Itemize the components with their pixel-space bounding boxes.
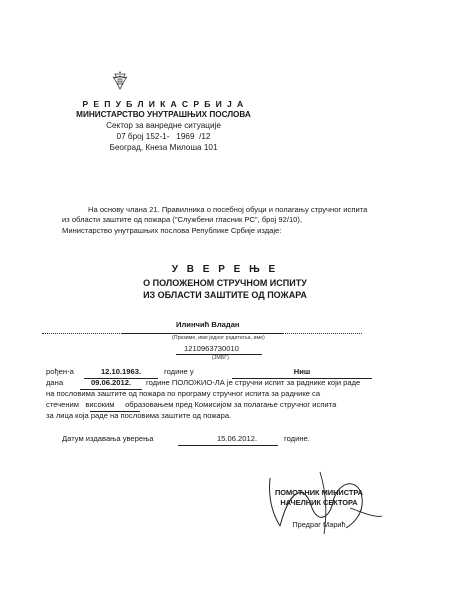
intro-line-1: На основу члана 21. Правилника о посебној обуци и полагању стручног испита bbox=[88, 205, 368, 214]
name-caption: (Презиме, име једног родитеља, име) bbox=[172, 335, 265, 341]
signatory-name: Предраг Марић bbox=[292, 520, 346, 529]
reference-suffix: /12 bbox=[199, 132, 211, 141]
handwritten-signature bbox=[250, 468, 390, 538]
issue-date: 15.06.2012. bbox=[216, 434, 258, 443]
issue-date-label: Датум издавања уверења bbox=[62, 434, 154, 443]
republic-title: Р Е П У Б Л И К А С Р Б И Ј А bbox=[82, 99, 245, 109]
jmbg-caption: (ЈМБГ) bbox=[212, 355, 229, 361]
body-line-5: за лица која раде на пословима заштите од пожара. bbox=[46, 411, 232, 420]
intro-line-3: Министарство унутрашњих послова Републике Србије издаје: bbox=[62, 226, 282, 235]
body-line-4-start: стеченим bbox=[46, 400, 79, 409]
person-name: Илинчић Владан bbox=[176, 320, 240, 329]
coat-of-arms-icon bbox=[112, 70, 128, 90]
body-line-4 bbox=[46, 400, 336, 411]
issue-date-underline bbox=[178, 444, 278, 446]
intro-line-2: из области заштите од пожара ("Службени гласник РС", број 92/10), bbox=[62, 215, 303, 224]
name-dotted-line-left bbox=[42, 332, 122, 334]
passed-text: године ПОЛОЖИО-ЛА је стручни испит за раднике који раде bbox=[146, 378, 361, 387]
document-title: У В Е Р Е Њ Е bbox=[171, 264, 279, 275]
education-level: високим bbox=[85, 400, 115, 409]
document-subtitle-2: ИЗ ОБЛАСТИ ЗАШТИТЕ ОД ПОЖАРА bbox=[143, 290, 307, 300]
reference-number bbox=[76, 132, 251, 143]
name-dotted-line-right bbox=[282, 332, 362, 334]
body-line-4-end: образовањем пред Комисијом за полагање стручног испита bbox=[125, 400, 337, 409]
day-label: дана bbox=[46, 378, 64, 387]
exam-date: 09.06.2012. bbox=[90, 378, 132, 387]
issue-date-suffix: године. bbox=[284, 434, 310, 443]
born-label: рођен-а bbox=[46, 367, 74, 376]
name-underline bbox=[122, 332, 282, 334]
reference-value: 1969 bbox=[176, 132, 195, 141]
sector-name: Сектор за ванредне ситуације bbox=[106, 121, 221, 130]
signatory-title-1: ПОМОЋНИК МИНИСТРА bbox=[274, 488, 364, 497]
reference-prefix: 07 број 152-1- bbox=[116, 132, 170, 141]
birthplace: Ниш bbox=[293, 367, 311, 376]
ministry-address: Београд, Кнеза Милоша 101 bbox=[109, 143, 218, 152]
born-date: 12.10.1963. bbox=[100, 367, 142, 376]
signatory-title-2: НАЧЕЛНИК СЕКТОРА bbox=[280, 498, 358, 507]
born-place-label: године у bbox=[164, 367, 194, 376]
document-subtitle-1: О ПОЛОЖЕНОМ СТРУЧНОМ ИСПИТУ bbox=[143, 278, 307, 288]
ministry-name: МИНИСТАРСТВО УНУТРАШЊИХ ПОСЛОВА bbox=[76, 110, 251, 119]
jmbg-value: 1210963730010 bbox=[184, 344, 239, 353]
body-line-3: на пословима заштите од пожара по програму стручног испита за раднике са bbox=[46, 389, 321, 398]
